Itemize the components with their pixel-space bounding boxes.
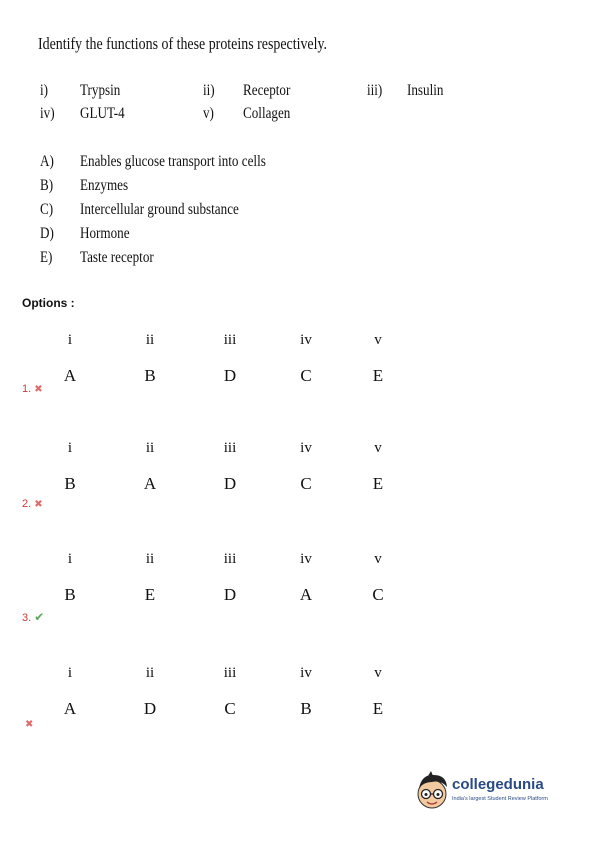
column-header: i — [67, 551, 73, 567]
protein-name: Insulin — [407, 82, 444, 99]
function-letter: D) — [40, 225, 54, 242]
option-value: B — [144, 366, 156, 385]
function-text: Enables glucose transport into cells — [80, 153, 266, 170]
function-text: Intercellular ground substance — [80, 201, 239, 218]
option-value: D — [223, 366, 237, 385]
protein-name: Trypsin — [80, 82, 121, 99]
cross-icon: ✖ — [34, 499, 43, 510]
option-value: B — [64, 585, 76, 604]
option-4-grid[interactable] — [40, 665, 420, 735]
column-header: ii — [145, 665, 155, 681]
column-header: iv — [300, 332, 312, 348]
column-header: v — [374, 440, 382, 456]
option-1-marker[interactable] — [22, 383, 43, 395]
protein-number: ii) — [203, 82, 215, 99]
column-header: iii — [223, 551, 237, 567]
column-header: ii — [145, 551, 155, 567]
column-header: iii — [223, 332, 237, 348]
option-value: C — [300, 366, 312, 385]
column-header: iv — [300, 440, 312, 456]
option-value: B — [300, 699, 312, 718]
option-value: D — [223, 585, 237, 604]
column-header: i — [67, 440, 73, 456]
option-value: E — [372, 366, 384, 385]
option-value: D — [143, 699, 157, 718]
option-value: C — [300, 474, 312, 493]
protein-number: iv) — [40, 105, 55, 122]
option-value: B — [64, 474, 76, 493]
logo-tagline: India's largest Student Review Platform — [452, 796, 548, 802]
column-header: ii — [145, 332, 155, 348]
mascot-icon — [414, 770, 452, 814]
protein-name: Receptor — [243, 82, 291, 99]
function-text: Hormone — [80, 225, 130, 242]
protein-number: iii) — [367, 82, 383, 99]
protein-number: v) — [203, 105, 214, 122]
option-3-marker[interactable] — [22, 610, 44, 624]
option-value: A — [63, 366, 77, 385]
column-header: iv — [300, 665, 312, 681]
column-header: v — [374, 551, 382, 567]
option-value: D — [223, 474, 237, 493]
option-value: E — [372, 474, 384, 493]
option-value: E — [144, 585, 156, 604]
column-header: ii — [145, 440, 155, 456]
option-3-grid[interactable] — [40, 551, 420, 621]
option-2-grid[interactable] — [40, 440, 420, 510]
protein-name: GLUT-4 — [80, 105, 125, 122]
function-letter: E) — [40, 249, 53, 266]
column-header: v — [374, 665, 382, 681]
function-text: Enzymes — [80, 177, 129, 194]
protein-name: Collagen — [243, 105, 291, 122]
collegedunia-logo — [414, 770, 564, 814]
cross-icon: ✖ — [25, 719, 34, 730]
logo-name: collegedunia — [452, 776, 544, 793]
function-letter: A) — [40, 153, 54, 170]
question-text: Identify the functions of these proteins respectively. — [38, 34, 328, 53]
option-number: 2. — [22, 498, 32, 510]
column-header: i — [67, 332, 73, 348]
option-number: 3. — [22, 612, 32, 624]
protein-number: i) — [40, 82, 49, 99]
function-letter: C) — [40, 201, 54, 218]
option-number: 1. — [22, 383, 32, 395]
option-value: A — [63, 699, 77, 718]
column-header: v — [374, 332, 382, 348]
option-value: C — [224, 699, 236, 718]
column-header: iv — [300, 551, 312, 567]
column-header: iii — [223, 665, 237, 681]
option-1-grid[interactable] — [40, 332, 420, 402]
option-value: C — [372, 585, 384, 604]
function-text: Taste receptor — [80, 249, 154, 266]
options-heading: Options : — [22, 296, 75, 310]
option-4-marker[interactable] — [22, 718, 33, 730]
function-letter: B) — [40, 177, 54, 194]
option-value: A — [299, 585, 313, 604]
column-header: i — [67, 665, 73, 681]
cross-icon: ✖ — [34, 384, 43, 395]
option-2-marker[interactable] — [22, 498, 43, 510]
option-value: A — [143, 474, 157, 493]
option-value: E — [372, 699, 384, 718]
check-icon: ✔ — [34, 610, 45, 624]
column-header: iii — [223, 440, 237, 456]
